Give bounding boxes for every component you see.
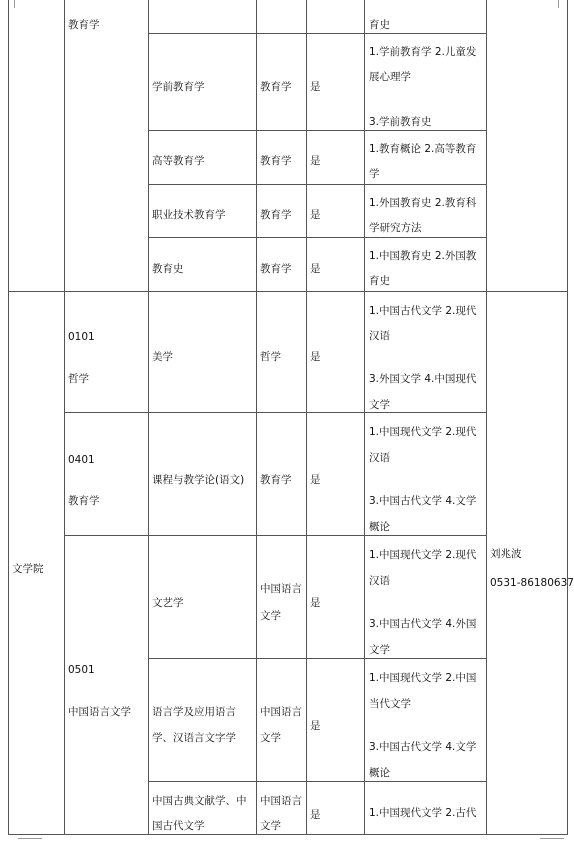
- category-cell: 中国语言: [260, 706, 302, 718]
- reference-books-cell: 学: [369, 168, 380, 180]
- sub-major-cell: 高等教育学: [152, 155, 205, 167]
- reference-books-cell: 1.中国现代文学 2.中国: [369, 672, 477, 684]
- reference-books-cell: 3.中国古代文学 4.文学: [369, 741, 477, 753]
- mark-cell: 是: [310, 263, 321, 275]
- reference-books-cell: 1.中国教育史 2.外国教: [369, 250, 477, 262]
- mark-cell: 是: [310, 809, 321, 821]
- major-name-cell: 中国语言文学: [68, 706, 131, 718]
- mark-cell: 是: [310, 81, 321, 93]
- category-cell: 教育学: [260, 81, 292, 93]
- reference-books-cell: 1.中国现代文学 2.现代: [369, 549, 477, 561]
- major-code-cell: 0401: [68, 454, 95, 466]
- reference-books-cell: 3.中国古代文学 4.外国: [369, 618, 477, 630]
- corner-mark: [558, 0, 559, 8]
- sub-major-cell: 课程与教学论(语文): [152, 474, 245, 486]
- reference-books-cell: 3.学前教育史: [369, 116, 432, 128]
- contact-phone-cell: 0531-86180637: [490, 577, 574, 589]
- corner-mark: [18, 838, 42, 839]
- category-cell: 中国语言: [260, 795, 302, 807]
- major-code-cell: 0101: [68, 331, 95, 343]
- reference-books-cell: 概论: [369, 767, 390, 779]
- reference-books-cell: 1.中国古代文学 2.现代: [369, 305, 477, 317]
- reference-books-cell: 学研究方法: [369, 222, 422, 234]
- reference-books-cell: 当代文学: [369, 698, 411, 710]
- reference-books-cell: 文学: [369, 399, 390, 411]
- reference-books-cell: 汉语: [369, 452, 390, 464]
- sub-major-cell: 中国古典文献学、中: [152, 795, 247, 807]
- mark-cell: 是: [310, 474, 321, 486]
- mark-cell: 是: [310, 209, 321, 221]
- mark-cell: 是: [310, 351, 321, 363]
- major-name-cell: 哲学: [68, 373, 89, 385]
- reference-books-cell: 3.中国古代文学 4.文学: [369, 495, 477, 507]
- reference-books-cell: 1.中国现代文学 2.现代: [369, 426, 477, 438]
- corner-mark: [14, 0, 15, 8]
- sub-major-cell: 教育史: [152, 263, 184, 275]
- contact-name-cell: 刘兆波: [490, 548, 522, 560]
- reference-books-cell: 育史: [369, 19, 390, 31]
- sub-major-cell: 学前教育学: [152, 81, 205, 93]
- corner-mark: [540, 838, 564, 839]
- major-name-cell: 教育学: [68, 495, 100, 507]
- reference-books-cell: 1.学前教育学 2.儿童发: [369, 46, 477, 58]
- sub-major-cell: 学、汉语言文字学: [152, 732, 236, 744]
- reference-books-cell: 概论: [369, 521, 390, 533]
- sub-major-cell: 国古代文学: [152, 820, 205, 832]
- category-cell: 教育学: [260, 263, 292, 275]
- reference-books-cell: 1.中国现代文学 2.古代: [369, 807, 477, 819]
- college-cell: 文学院: [12, 563, 44, 575]
- sub-major-cell: 职业技术教育学: [152, 209, 226, 221]
- sub-major-cell: 美学: [152, 351, 173, 363]
- category-cell: 文学: [260, 610, 281, 622]
- mark-cell: 是: [310, 597, 321, 609]
- category-cell: 文学: [260, 820, 281, 832]
- category-cell: 教育学: [260, 155, 292, 167]
- reference-books-cell: 汉语: [369, 330, 390, 342]
- reference-books-cell: 1.教育概论 2.高等教育: [369, 143, 477, 155]
- category-cell: 中国语言: [260, 583, 302, 595]
- category-cell: 教育学: [260, 474, 292, 486]
- reference-books-cell: 1.外国教育史 2.教育科: [369, 197, 477, 209]
- sub-major-cell: 语言学及应用语言: [152, 706, 236, 718]
- mark-cell: 是: [310, 155, 321, 167]
- reference-books-cell: 育史: [369, 275, 390, 287]
- category-cell: 文学: [260, 732, 281, 744]
- category-cell: 哲学: [260, 351, 281, 363]
- reference-books-cell: 展心理学: [369, 71, 411, 83]
- mark-cell: 是: [310, 720, 321, 732]
- major-code-cell: 0501: [68, 664, 95, 676]
- category-cell: 教育学: [260, 209, 292, 221]
- reference-books-cell: 3.外国文学 4.中国现代: [369, 373, 477, 385]
- reference-books-cell: 文学: [369, 644, 390, 656]
- reference-books-cell: 汉语: [369, 575, 390, 587]
- major-name-cell: 教育学: [68, 19, 100, 31]
- sub-major-cell: 文艺学: [152, 597, 184, 609]
